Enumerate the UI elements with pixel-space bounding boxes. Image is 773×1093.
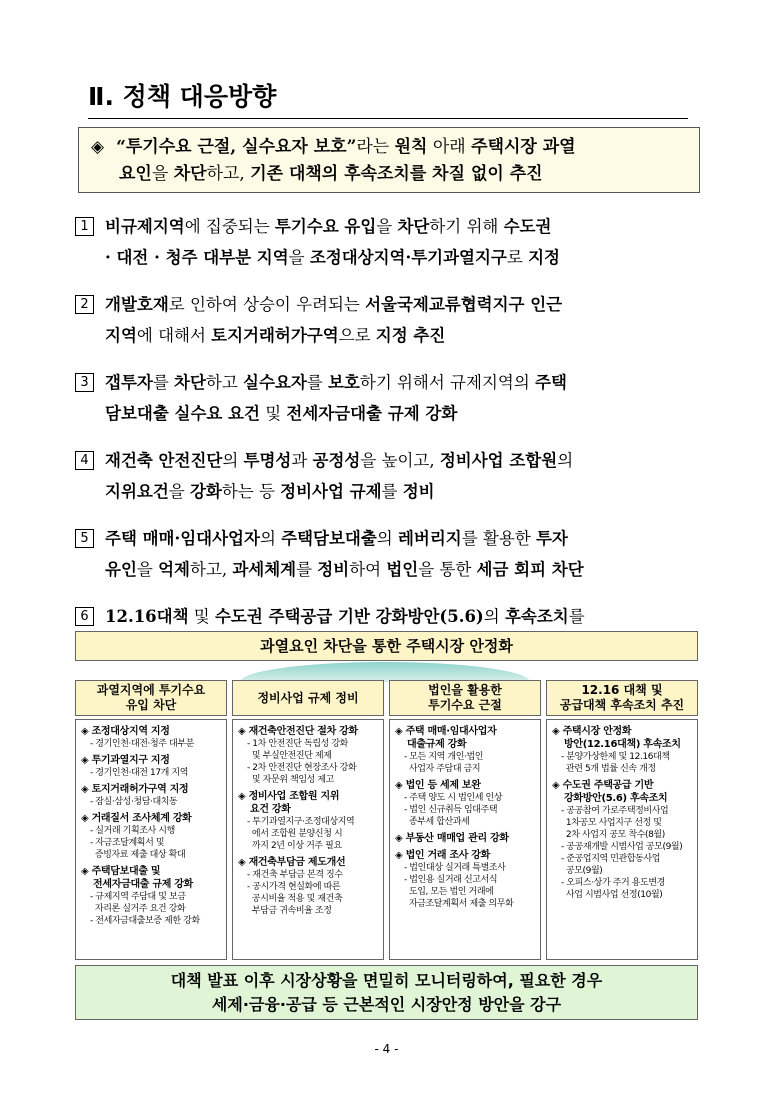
group-title: ◈ 정비사업 조합원 지위 <box>238 791 340 802</box>
bold-text: 강화 <box>189 482 222 501</box>
policy-item <box>75 367 705 429</box>
group-detail: - 준공업지역 민관합동사업 <box>561 854 661 864</box>
group-title: 방안(12.16대책) 후속조치 <box>564 739 681 750</box>
column-header <box>389 680 541 716</box>
diamond-bullet-icon: ◈ <box>91 137 105 157</box>
text: 아래 <box>427 137 472 157</box>
text: 하는 등 <box>221 482 281 501</box>
bold-text: 정비사업 규제 <box>280 482 382 501</box>
group-detail: - 경기인천·대전·청주 대부분 <box>90 739 194 749</box>
bold-text: 투기수요 유입 <box>274 217 377 236</box>
item-line-2 <box>75 476 705 507</box>
item-line-2 <box>75 242 705 273</box>
group-detail: 까지 2년 이상 거주 필요 <box>247 841 342 851</box>
group-title: 전세자금대출 규제 강화 <box>93 879 193 890</box>
text: 에 대해서 <box>136 326 212 345</box>
bold-text: 재건축 안전진단 <box>105 451 223 470</box>
bold-text: 차단 <box>397 217 430 236</box>
summary-line-2 <box>91 161 687 188</box>
bold-text: 지위요건 <box>105 482 169 501</box>
group-detail: - 공시가격 현실화에 따른 <box>247 882 341 892</box>
bold-text: 차단 <box>173 164 207 184</box>
bold-text: 억제 <box>158 560 190 579</box>
column-header-line: 유입 차단 <box>125 698 177 712</box>
group-detail: 공모(9월) <box>561 866 603 876</box>
group-detail: 1차공모 사업지구 선정 및 <box>561 818 662 828</box>
bold-text: 기존 대책의 후속조치를 차질 없이 추진 <box>250 164 543 184</box>
text: 하고, <box>206 164 251 184</box>
policy-items-list <box>75 211 705 679</box>
text: 를 <box>296 560 318 579</box>
item-number-box: 1 <box>75 217 94 236</box>
text: 에 집중되는 <box>184 217 275 236</box>
bold-text: “투기수요 근절, 실수요자 보호” <box>116 137 357 157</box>
group-title: ◈ 투기과열지구 지정 <box>81 755 170 766</box>
section-title: Ⅱ. 정책 대응방향 <box>88 80 688 119</box>
group-title: ◈ 주택 매매·임대사업자 <box>395 726 497 737</box>
diagram-column <box>232 680 384 960</box>
bold-text: 유인 <box>105 560 137 579</box>
group-detail: - 2차 안전진단 현장조사 강화 <box>247 763 357 773</box>
text: 의 <box>376 529 398 548</box>
conclusion-box <box>75 965 698 1020</box>
item-line-2 <box>75 320 705 351</box>
diagram-columns <box>75 680 698 960</box>
conclusion-line-2: 세제·금융·공급 등 근본적인 시장안정 방안을 강구 <box>211 995 562 1014</box>
bold-text: 공정성 <box>312 451 361 470</box>
text: 를 활용한 <box>461 529 536 548</box>
bold-text: 레버리지 <box>397 529 462 548</box>
bold-text: 수도권 <box>503 217 552 236</box>
item-line-1 <box>105 217 551 236</box>
bold-text: 과세체계 <box>232 560 297 579</box>
text: 의 <box>222 451 244 470</box>
group-detail: 및 부실안전진단 제제 <box>247 751 332 761</box>
item-line-1 <box>105 295 562 314</box>
text: 을 <box>376 217 398 236</box>
column-header-line: 법인을 활용한 <box>428 683 502 697</box>
group-detail: 사업 시범사업 선정(10월) <box>561 890 663 900</box>
bold-text: 12.16대책 <box>105 607 189 626</box>
column-header-line: 12.16 대책 및 <box>581 683 663 697</box>
column-header-line: 정비사업 규제 정비 <box>257 690 359 705</box>
group-detail: - 법인대상 실거래 특별조사 <box>404 863 506 873</box>
bold-text: 개발호재 <box>105 295 169 314</box>
bold-text: 전세자금대출 규제 강화 <box>286 404 458 423</box>
group-detail: - 경기인천·대전 17개 지역 <box>90 768 188 778</box>
summary-line-1 <box>91 134 687 161</box>
group-detail: - 주택 양도 시 법인세 인상 <box>404 793 503 803</box>
item-number-box: 5 <box>75 529 94 548</box>
group-title: ◈ 토지거래허가구역 지정 <box>81 784 189 795</box>
bold-text: 주택 매매·임대사업자 <box>105 529 260 548</box>
group-title: 대출규제 강화 <box>407 739 467 750</box>
group-title: ◈ 부동산 매매업 관리 강화 <box>395 833 509 844</box>
column-body <box>546 719 698 960</box>
bold-text: · 대전 · 청주 대부분 지역 <box>105 248 289 267</box>
group-title: ◈ 주택담보대출 및 <box>81 866 161 877</box>
bold-text: 지역 <box>105 326 137 345</box>
bold-text: 후속조치 <box>504 607 569 626</box>
bold-text: 법인 <box>386 560 419 579</box>
bold-text: 실수요자 <box>243 373 307 392</box>
text: 를 <box>306 373 328 392</box>
group-detail: 2차 사업지 공모 착수(8월) <box>561 830 665 840</box>
bold-text: 요인 <box>119 164 152 184</box>
group-detail: 관련 5개 법률 신속 개정 <box>561 764 656 774</box>
column-header <box>232 680 384 716</box>
bold-text: 수도권 주택공급 기반 강화방안(5.6) <box>214 607 484 626</box>
group-detail: - 잠실·삼성·청담·대치동 <box>90 797 178 807</box>
diagram-column <box>546 680 698 960</box>
group-title: ◈ 법인 거래 조사 강화 <box>395 850 490 861</box>
item-line-1 <box>105 451 573 470</box>
page-number: - 4 - <box>374 1042 399 1056</box>
bold-text: 주택담보대출 <box>281 529 377 548</box>
bold-text: 담보대출 실수요 요건 <box>105 404 260 423</box>
group-detail: 에서 조합원 분양신청 시 <box>247 829 343 839</box>
group-detail: 사업자 주담대 금지 <box>404 764 481 774</box>
diagram-column <box>389 680 541 960</box>
text: 과 <box>291 451 313 470</box>
bold-text: 원칙 <box>394 137 428 157</box>
group-detail: 자리론 실거주 요건 강화 <box>90 904 186 914</box>
policy-item <box>75 523 705 585</box>
group-detail: 공시비율 적용 및 재건축 <box>247 894 343 904</box>
bold-text: 토지거래허가구역 <box>211 326 339 345</box>
group-title: ◈ 주택시장 안정화 <box>552 726 632 737</box>
text: 하고 <box>205 373 244 392</box>
diagram-column <box>75 680 227 960</box>
group-title: ◈ 재건축안전진단 절차 강화 <box>238 726 358 737</box>
text: 로 인하여 상승이 우려되는 <box>168 295 366 314</box>
bold-text: 비규제지역 <box>105 217 185 236</box>
summary-line-1-text <box>116 137 576 157</box>
group-detail: - 전세자금대출보증 제한 강화 <box>90 916 200 926</box>
text: 하기 위해 <box>429 217 504 236</box>
group-detail: 도입, 모든 법인 거래에 <box>404 887 494 897</box>
text: 을 높이고, <box>360 451 440 470</box>
text: 하여 <box>349 560 387 579</box>
bold-text: 조정대상지역·투기과열지구 <box>309 248 507 267</box>
group-detail: - 공공참여 가로주택정비사업 <box>561 806 669 816</box>
text: 의 <box>557 451 574 470</box>
group-detail: - 분양가상한제 및 12.16대책 <box>561 752 670 762</box>
text: 으로 <box>338 326 376 345</box>
group-title: 강화방안(5.6) 후속조치 <box>564 793 668 804</box>
text: 및 <box>188 607 215 626</box>
group-detail: - 오피스·상가 주거 용도변경 <box>561 878 665 888</box>
bold-text: 보호 <box>327 373 360 392</box>
item-number-box: 3 <box>75 373 94 392</box>
bold-text: 지정 추진 <box>375 326 446 345</box>
column-body <box>232 719 384 960</box>
column-body <box>389 719 541 960</box>
item-number-box: 4 <box>75 451 94 470</box>
text: 를 <box>568 607 585 626</box>
text: 의 <box>483 607 505 626</box>
group-detail: - 법인 신규취득 임대주택 <box>404 805 498 815</box>
group-title: ◈ 조정대상지역 지정 <box>81 726 170 737</box>
text: 을 <box>151 164 174 184</box>
bold-text: 투명성 <box>243 451 292 470</box>
bold-text: 주택 <box>535 373 567 392</box>
bold-text: 정비 <box>402 482 435 501</box>
group-title: ◈ 거래질서 조사체계 강화 <box>81 813 192 824</box>
text: 를 <box>152 373 175 392</box>
group-detail: - 규제지역 주담대 및 보금 <box>90 892 186 902</box>
bold-text: 주택시장 과열 <box>471 137 576 157</box>
text: 의 <box>259 529 282 548</box>
group-detail: 및 자문위 책임성 제고 <box>247 775 334 785</box>
column-header-line: 투기수요 근절 <box>428 698 502 712</box>
bold-text: 정비 <box>317 560 350 579</box>
bold-text: 갭투자 <box>105 373 153 392</box>
group-detail: 증빙자료 제출 대상 확대 <box>90 850 186 860</box>
group-title: ◈ 재건축부담금 제도개선 <box>238 857 346 868</box>
group-detail: 부담금 귀속비율 조정 <box>247 906 332 916</box>
item-number-box: 2 <box>75 295 94 314</box>
item-line-1 <box>105 373 567 392</box>
policy-item <box>75 211 705 273</box>
bold-text: 차단 <box>174 373 206 392</box>
bold-text: 서울국제교류협력지구 인근 <box>365 295 563 314</box>
group-detail: 종부세 합산과세 <box>404 817 470 827</box>
group-title: ◈ 법인 등 세제 보완 <box>395 780 481 791</box>
conclusion-line-1: 대책 발표 이후 시장상황을 면밀히 모니터링하여, 필요한 경우 <box>170 971 603 990</box>
group-detail: - 자금조달계획서 및 <box>90 838 165 848</box>
text: 하기 위해서 규제지역의 <box>359 373 535 392</box>
group-detail: - 법인용 실거래 신고서식 <box>404 875 498 885</box>
text: 을 <box>288 248 310 267</box>
bold-text: 지정 <box>528 248 560 267</box>
column-header <box>546 680 698 716</box>
column-header-line: 과열지역에 투기수요 <box>96 683 206 697</box>
diagram-header: 과열요인 차단을 통한 주택시장 안정화 <box>75 631 698 661</box>
text: 라는 <box>356 137 395 157</box>
group-detail: - 공공재개발 시범사업 공모(9월) <box>561 842 683 852</box>
bold-text: 정비사업 조합원 <box>439 451 558 470</box>
bold-text: 세금 회피 차단 <box>476 560 584 579</box>
text: 로 <box>506 248 529 267</box>
item-line-2 <box>75 554 705 585</box>
item-line-1 <box>105 607 585 626</box>
column-body <box>75 719 227 960</box>
column-header-line: 공급대책 후속조치 추진 <box>559 698 685 712</box>
group-detail: - 재건축 부담금 본격 징수 <box>247 870 343 880</box>
group-detail: - 1차 안전진단 독립성 강화 <box>247 739 348 749</box>
policy-item <box>75 289 705 351</box>
summary-box <box>78 127 700 193</box>
text: 을 <box>168 482 190 501</box>
group-detail: 자금조달계획서 제출 의무화 <box>404 899 514 909</box>
group-detail: - 실거래 기획조사 시행 <box>90 826 175 836</box>
group-detail: - 모든 지역 개인·법인 <box>404 752 484 762</box>
group-title: 요건 강화 <box>250 804 291 815</box>
group-title: ◈ 수도권 주택공급 기반 <box>552 780 654 791</box>
bold-text: 투자 <box>535 529 568 548</box>
group-detail: - 투기과열지구·조정대상지역 <box>247 817 355 827</box>
item-line-1 <box>105 529 568 548</box>
text: 를 <box>381 482 403 501</box>
item-number-box: 6 <box>75 607 94 626</box>
text: 및 <box>259 404 287 423</box>
text: 을 통한 <box>418 560 477 579</box>
text: 하고, <box>189 560 233 579</box>
policy-item <box>75 445 705 507</box>
column-header <box>75 680 227 716</box>
text: 을 <box>136 560 159 579</box>
item-line-2 <box>75 398 705 429</box>
